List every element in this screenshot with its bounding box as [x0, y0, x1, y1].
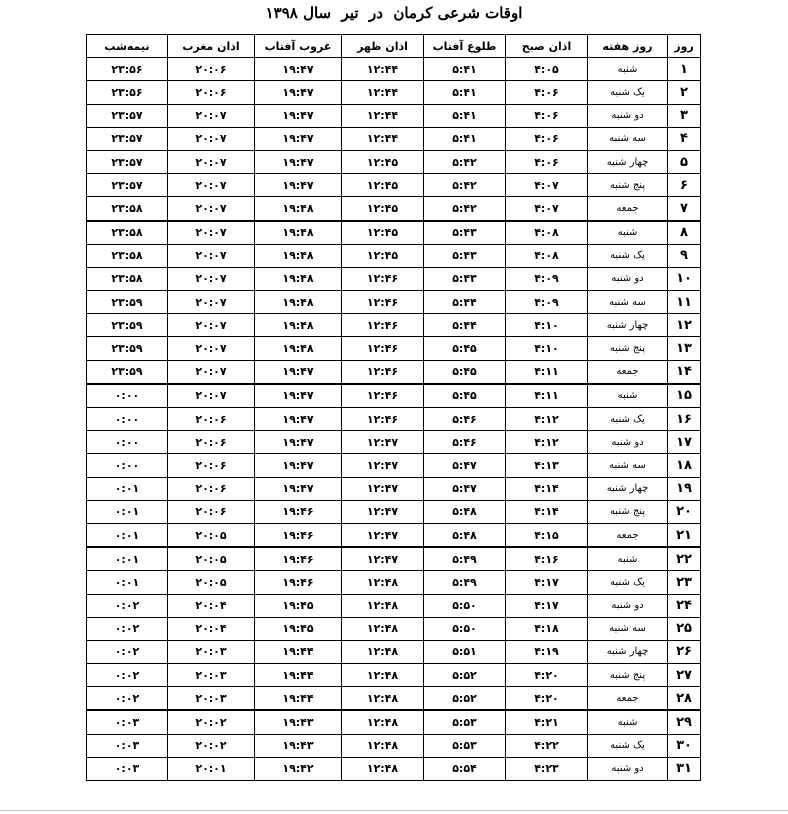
cell-maghrib: ۲۰:۰۶: [168, 58, 255, 81]
prayer-times-table: [86, 34, 701, 781]
cell-fajr: ۴:۰۶: [506, 150, 588, 173]
cell-midnight: ۰:۰۳: [87, 710, 168, 734]
cell-sunrise: ۵:۴۷: [424, 454, 506, 477]
cell-weekday: یک شنبه: [588, 571, 668, 594]
cell-day: ۲۳: [668, 571, 701, 594]
cell-dhuhr: ۱۲:۴۷: [342, 500, 424, 523]
cell-maghrib: ۲۰:۰۷: [168, 244, 255, 267]
cell-dhuhr: ۱۲:۴۶: [342, 267, 424, 290]
cell-fajr: ۴:۱۱: [506, 360, 588, 384]
cell-dhuhr: ۱۲:۴۸: [342, 571, 424, 594]
cell-maghrib: ۲۰:۰۶: [168, 81, 255, 104]
cell-sunset: ۱۹:۴۸: [255, 291, 342, 314]
cell-day: ۷: [668, 197, 701, 221]
cell-sunset: ۱۹:۴۷: [255, 81, 342, 104]
cell-day: ۱۱: [668, 291, 701, 314]
cell-dhuhr: ۱۲:۴۶: [342, 314, 424, 337]
header-midnight: نیمه‌شب: [87, 35, 168, 58]
cell-day: ۵: [668, 150, 701, 173]
table-row: [87, 384, 701, 408]
cell-sunset: ۱۹:۴۷: [255, 477, 342, 500]
cell-sunrise: ۵:۴۱: [424, 127, 506, 150]
cell-maghrib: ۲۰:۰۱: [168, 757, 255, 780]
cell-day: ۱۰: [668, 267, 701, 290]
cell-maghrib: ۲۰:۰۴: [168, 617, 255, 640]
cell-weekday: شنبه: [588, 58, 668, 81]
cell-midnight: ۰:۰۱: [87, 500, 168, 523]
cell-fajr: ۴:۱۰: [506, 314, 588, 337]
cell-sunset: ۱۹:۴۸: [255, 197, 342, 221]
cell-midnight: ۰:۰۰: [87, 408, 168, 431]
cell-midnight: ۲۳:۵۹: [87, 360, 168, 384]
cell-day: ۲۵: [668, 617, 701, 640]
cell-weekday: یک شنبه: [588, 244, 668, 267]
cell-fajr: ۴:۰۶: [506, 104, 588, 127]
cell-maghrib: ۲۰:۰۳: [168, 664, 255, 687]
cell-midnight: ۲۳:۵۶: [87, 58, 168, 81]
cell-weekday: چهار شنبه: [588, 314, 668, 337]
cell-sunrise: ۵:۵۳: [424, 734, 506, 757]
cell-dhuhr: ۱۲:۴۸: [342, 664, 424, 687]
cell-weekday: جمعه: [588, 687, 668, 711]
cell-maghrib: ۲۰:۰۲: [168, 734, 255, 757]
cell-sunset: ۱۹:۴۸: [255, 244, 342, 267]
cell-sunset: ۱۹:۴۷: [255, 431, 342, 454]
cell-dhuhr: ۱۲:۴۷: [342, 431, 424, 454]
cell-dhuhr: ۱۲:۴۵: [342, 197, 424, 221]
header-day: روز: [668, 35, 701, 58]
cell-sunrise: ۵:۵۱: [424, 640, 506, 663]
cell-fajr: ۴:۱۳: [506, 454, 588, 477]
cell-weekday: شنبه: [588, 384, 668, 408]
cell-maghrib: ۲۰:۰۴: [168, 594, 255, 617]
cell-sunset: ۱۹:۴۷: [255, 104, 342, 127]
cell-midnight: ۲۳:۵۹: [87, 291, 168, 314]
cell-fajr: ۴:۱۸: [506, 617, 588, 640]
cell-dhuhr: ۱۲:۴۸: [342, 640, 424, 663]
cell-sunset: ۱۹:۴۵: [255, 617, 342, 640]
cell-midnight: ۲۳:۵۹: [87, 314, 168, 337]
cell-day: ۲۲: [668, 547, 701, 571]
table-row: [87, 477, 701, 500]
cell-sunset: ۱۹:۴۸: [255, 314, 342, 337]
cell-sunset: ۱۹:۴۶: [255, 547, 342, 571]
cell-midnight: ۰:۰۰: [87, 454, 168, 477]
cell-sunrise: ۵:۴۶: [424, 408, 506, 431]
cell-dhuhr: ۱۲:۴۷: [342, 547, 424, 571]
cell-sunset: ۱۹:۴۷: [255, 408, 342, 431]
cell-dhuhr: ۱۲:۴۴: [342, 58, 424, 81]
header-sunset: غروب آفتاب: [255, 35, 342, 58]
cell-dhuhr: ۱۲:۴۷: [342, 454, 424, 477]
cell-weekday: یک شنبه: [588, 408, 668, 431]
cell-dhuhr: ۱۲:۴۸: [342, 710, 424, 734]
table-row: [87, 523, 701, 547]
cell-dhuhr: ۱۲:۴۷: [342, 477, 424, 500]
cell-weekday: سه شنبه: [588, 617, 668, 640]
cell-sunrise: ۵:۴۸: [424, 523, 506, 547]
cell-midnight: ۰:۰۱: [87, 571, 168, 594]
cell-dhuhr: ۱۲:۴۵: [342, 174, 424, 197]
cell-weekday: پنج شنبه: [588, 337, 668, 360]
cell-sunrise: ۵:۴۳: [424, 221, 506, 245]
cell-day: ۱۴: [668, 360, 701, 384]
cell-day: ۱۷: [668, 431, 701, 454]
cell-weekday: دو شنبه: [588, 757, 668, 780]
cell-midnight: ۲۳:۵۸: [87, 244, 168, 267]
cell-midnight: ۰:۰۰: [87, 384, 168, 408]
cell-dhuhr: ۱۲:۴۵: [342, 150, 424, 173]
cell-dhuhr: ۱۲:۴۶: [342, 408, 424, 431]
cell-sunrise: ۵:۴۲: [424, 174, 506, 197]
cell-fajr: ۴:۱۹: [506, 640, 588, 663]
cell-sunrise: ۵:۵۳: [424, 710, 506, 734]
cell-sunset: ۱۹:۴۷: [255, 127, 342, 150]
table-row: [87, 291, 701, 314]
cell-maghrib: ۲۰:۰۲: [168, 710, 255, 734]
cell-fajr: ۴:۰۷: [506, 174, 588, 197]
cell-fajr: ۴:۰۸: [506, 221, 588, 245]
cell-sunset: ۱۹:۴۴: [255, 640, 342, 663]
cell-midnight: ۲۳:۵۷: [87, 174, 168, 197]
cell-weekday: دو شنبه: [588, 267, 668, 290]
cell-sunset: ۱۹:۴۸: [255, 267, 342, 290]
cell-fajr: ۴:۰۶: [506, 81, 588, 104]
cell-sunrise: ۵:۵۴: [424, 757, 506, 780]
cell-midnight: ۰:۰۲: [87, 687, 168, 711]
cell-maghrib: ۲۰:۰۷: [168, 174, 255, 197]
cell-midnight: ۰:۰۱: [87, 477, 168, 500]
cell-midnight: ۲۳:۵۷: [87, 127, 168, 150]
cell-maghrib: ۲۰:۰۷: [168, 197, 255, 221]
page-bottom-divider: [0, 810, 788, 811]
cell-sunrise: ۵:۴۹: [424, 547, 506, 571]
cell-day: ۴: [668, 127, 701, 150]
cell-sunset: ۱۹:۴۴: [255, 664, 342, 687]
cell-sunrise: ۵:۴۲: [424, 150, 506, 173]
cell-sunrise: ۵:۴۱: [424, 58, 506, 81]
table-row: [87, 104, 701, 127]
table-row: [87, 337, 701, 360]
cell-dhuhr: ۱۲:۴۷: [342, 523, 424, 547]
cell-sunrise: ۵:۴۹: [424, 571, 506, 594]
header-fajr: اذان صبح: [506, 35, 588, 58]
table-row: [87, 500, 701, 523]
cell-day: ۳۰: [668, 734, 701, 757]
cell-weekday: سه شنبه: [588, 127, 668, 150]
cell-maghrib: ۲۰:۰۷: [168, 127, 255, 150]
cell-day: ۲۸: [668, 687, 701, 711]
cell-fajr: ۴:۱۵: [506, 523, 588, 547]
table-row: [87, 244, 701, 267]
cell-sunset: ۱۹:۴۶: [255, 500, 342, 523]
cell-maghrib: ۲۰:۰۷: [168, 150, 255, 173]
cell-day: ۱: [668, 58, 701, 81]
cell-sunset: ۱۹:۴۵: [255, 594, 342, 617]
table-row: [87, 734, 701, 757]
table-row: [87, 360, 701, 384]
cell-midnight: ۰:۰۳: [87, 734, 168, 757]
cell-sunrise: ۵:۴۳: [424, 267, 506, 290]
cell-midnight: ۲۳:۵۷: [87, 150, 168, 173]
cell-day: ۱۵: [668, 384, 701, 408]
cell-day: ۹: [668, 244, 701, 267]
header-maghrib: اذان مغرب: [168, 35, 255, 58]
table-row: [87, 58, 701, 81]
cell-maghrib: ۲۰:۰۶: [168, 477, 255, 500]
cell-fajr: ۴:۰۷: [506, 197, 588, 221]
cell-weekday: سه شنبه: [588, 291, 668, 314]
cell-sunset: ۱۹:۴۷: [255, 384, 342, 408]
cell-sunset: ۱۹:۴۴: [255, 687, 342, 711]
cell-fajr: ۴:۱۷: [506, 571, 588, 594]
cell-midnight: ۰:۰۳: [87, 757, 168, 780]
cell-dhuhr: ۱۲:۴۶: [342, 337, 424, 360]
cell-sunrise: ۵:۵۰: [424, 594, 506, 617]
cell-fajr: ۴:۰۸: [506, 244, 588, 267]
cell-sunrise: ۵:۴۱: [424, 81, 506, 104]
cell-day: ۱۶: [668, 408, 701, 431]
cell-dhuhr: ۱۲:۴۵: [342, 221, 424, 245]
cell-maghrib: ۲۰:۰۵: [168, 523, 255, 547]
cell-maghrib: ۲۰:۰۷: [168, 360, 255, 384]
cell-fajr: ۴:۲۱: [506, 710, 588, 734]
cell-dhuhr: ۱۲:۴۸: [342, 594, 424, 617]
cell-dhuhr: ۱۲:۴۸: [342, 734, 424, 757]
cell-weekday: چهار شنبه: [588, 150, 668, 173]
cell-sunset: ۱۹:۴۳: [255, 710, 342, 734]
cell-midnight: ۲۳:۵۸: [87, 221, 168, 245]
cell-sunset: ۱۹:۴۷: [255, 58, 342, 81]
cell-day: ۳۱: [668, 757, 701, 780]
table-row: [87, 267, 701, 290]
cell-weekday: یک شنبه: [588, 734, 668, 757]
table-row: [87, 594, 701, 617]
cell-day: ۲۶: [668, 640, 701, 663]
cell-day: ۱۸: [668, 454, 701, 477]
cell-sunrise: ۵:۴۴: [424, 314, 506, 337]
cell-weekday: پنج شنبه: [588, 664, 668, 687]
cell-day: ۱۳: [668, 337, 701, 360]
cell-maghrib: ۲۰:۰۶: [168, 431, 255, 454]
cell-sunrise: ۵:۴۴: [424, 291, 506, 314]
cell-day: ۳: [668, 104, 701, 127]
cell-weekday: چهار شنبه: [588, 640, 668, 663]
cell-sunrise: ۵:۵۲: [424, 687, 506, 711]
cell-fajr: ۴:۰۹: [506, 267, 588, 290]
cell-dhuhr: ۱۲:۴۸: [342, 757, 424, 780]
cell-day: ۲: [668, 81, 701, 104]
cell-sunset: ۱۹:۴۶: [255, 571, 342, 594]
cell-weekday: جمعه: [588, 197, 668, 221]
cell-day: ۲۹: [668, 710, 701, 734]
cell-maghrib: ۲۰:۰۷: [168, 221, 255, 245]
cell-maghrib: ۲۰:۰۷: [168, 337, 255, 360]
cell-day: ۸: [668, 221, 701, 245]
table-header-row: [87, 35, 701, 58]
cell-midnight: ۰:۰۱: [87, 523, 168, 547]
cell-midnight: ۲۳:۵۹: [87, 337, 168, 360]
cell-weekday: پنج شنبه: [588, 500, 668, 523]
cell-weekday: سه شنبه: [588, 454, 668, 477]
cell-midnight: ۰:۰۲: [87, 664, 168, 687]
cell-sunset: ۱۹:۴۳: [255, 734, 342, 757]
cell-midnight: ۰:۰۲: [87, 640, 168, 663]
table-row: [87, 640, 701, 663]
cell-sunset: ۱۹:۴۲: [255, 757, 342, 780]
table-row: [87, 221, 701, 245]
table-row: [87, 150, 701, 173]
cell-maghrib: ۲۰:۰۷: [168, 291, 255, 314]
cell-sunrise: ۵:۴۵: [424, 337, 506, 360]
cell-fajr: ۴:۱۷: [506, 594, 588, 617]
table-row: [87, 664, 701, 687]
cell-day: ۲۷: [668, 664, 701, 687]
cell-weekday: شنبه: [588, 221, 668, 245]
cell-midnight: ۰:۰۱: [87, 547, 168, 571]
cell-sunset: ۱۹:۴۷: [255, 150, 342, 173]
cell-dhuhr: ۱۲:۴۴: [342, 81, 424, 104]
cell-fajr: ۴:۱۰: [506, 337, 588, 360]
cell-sunrise: ۵:۴۲: [424, 197, 506, 221]
cell-dhuhr: ۱۲:۴۸: [342, 617, 424, 640]
cell-midnight: ۰:۰۲: [87, 594, 168, 617]
cell-sunset: ۱۹:۴۶: [255, 523, 342, 547]
cell-midnight: ۰:۰۲: [87, 617, 168, 640]
table-row: [87, 408, 701, 431]
cell-maghrib: ۲۰:۰۵: [168, 571, 255, 594]
cell-dhuhr: ۱۲:۴۴: [342, 104, 424, 127]
cell-sunset: ۱۹:۴۸: [255, 337, 342, 360]
cell-dhuhr: ۱۲:۴۴: [342, 127, 424, 150]
cell-sunset: ۱۹:۴۷: [255, 174, 342, 197]
cell-weekday: دو شنبه: [588, 104, 668, 127]
table-row: [87, 757, 701, 780]
cell-midnight: ۲۳:۵۶: [87, 81, 168, 104]
cell-dhuhr: ۱۲:۴۶: [342, 384, 424, 408]
cell-fajr: ۴:۰۹: [506, 291, 588, 314]
cell-maghrib: ۲۰:۰۶: [168, 408, 255, 431]
table-row: [87, 617, 701, 640]
cell-maghrib: ۲۰:۰۷: [168, 104, 255, 127]
cell-day: ۶: [668, 174, 701, 197]
cell-day: ۱۲: [668, 314, 701, 337]
cell-fajr: ۴:۱۶: [506, 547, 588, 571]
cell-day: ۲۴: [668, 594, 701, 617]
cell-midnight: ۲۳:۵۸: [87, 267, 168, 290]
table-row: [87, 571, 701, 594]
cell-maghrib: ۲۰:۰۶: [168, 500, 255, 523]
cell-fajr: ۴:۱۱: [506, 384, 588, 408]
table-row: [87, 710, 701, 734]
cell-fajr: ۴:۱۲: [506, 431, 588, 454]
cell-weekday: چهار شنبه: [588, 477, 668, 500]
cell-maghrib: ۲۰:۰۳: [168, 687, 255, 711]
cell-sunrise: ۵:۵۰: [424, 617, 506, 640]
cell-maghrib: ۲۰:۰۷: [168, 267, 255, 290]
cell-day: ۲۱: [668, 523, 701, 547]
table-row: [87, 454, 701, 477]
cell-maghrib: ۲۰:۰۷: [168, 314, 255, 337]
cell-weekday: یک شنبه: [588, 81, 668, 104]
cell-dhuhr: ۱۲:۴۶: [342, 360, 424, 384]
table-row: [87, 687, 701, 711]
header-dhuhr: اذان ظهر: [342, 35, 424, 58]
table-row: [87, 314, 701, 337]
cell-sunrise: ۵:۴۷: [424, 477, 506, 500]
cell-sunset: ۱۹:۴۷: [255, 454, 342, 477]
cell-sunrise: ۵:۴۱: [424, 104, 506, 127]
cell-weekday: پنج شنبه: [588, 174, 668, 197]
cell-sunset: ۱۹:۴۸: [255, 221, 342, 245]
cell-day: ۲۰: [668, 500, 701, 523]
cell-fajr: ۴:۲۰: [506, 687, 588, 711]
cell-maghrib: ۲۰:۰۷: [168, 384, 255, 408]
cell-maghrib: ۲۰:۰۵: [168, 547, 255, 571]
cell-sunrise: ۵:۴۸: [424, 500, 506, 523]
table-row: [87, 547, 701, 571]
table-row: [87, 431, 701, 454]
cell-weekday: دو شنبه: [588, 594, 668, 617]
cell-weekday: جمعه: [588, 523, 668, 547]
cell-sunrise: ۵:۴۵: [424, 360, 506, 384]
cell-maghrib: ۲۰:۰۶: [168, 454, 255, 477]
cell-fajr: ۴:۱۴: [506, 477, 588, 500]
cell-weekday: شنبه: [588, 710, 668, 734]
cell-dhuhr: ۱۲:۴۵: [342, 244, 424, 267]
cell-weekday: دو شنبه: [588, 431, 668, 454]
cell-fajr: ۴:۲۲: [506, 734, 588, 757]
cell-fajr: ۴:۲۳: [506, 757, 588, 780]
header-weekday: روز هفته: [588, 35, 668, 58]
cell-sunrise: ۵:۵۲: [424, 664, 506, 687]
table-body: [87, 58, 701, 781]
cell-weekday: جمعه: [588, 360, 668, 384]
table-row: [87, 197, 701, 221]
cell-dhuhr: ۱۲:۴۶: [342, 291, 424, 314]
page-title: اوقات شرعی کرمان در تیر سال ۱۳۹۸: [265, 4, 523, 22]
cell-midnight: ۲۳:۵۸: [87, 197, 168, 221]
cell-fajr: ۴:۲۰: [506, 664, 588, 687]
table-row: [87, 127, 701, 150]
cell-weekday: شنبه: [588, 547, 668, 571]
cell-day: ۱۹: [668, 477, 701, 500]
cell-sunrise: ۵:۴۵: [424, 384, 506, 408]
cell-fajr: ۴:۱۴: [506, 500, 588, 523]
cell-sunrise: ۵:۴۳: [424, 244, 506, 267]
cell-sunset: ۱۹:۴۷: [255, 360, 342, 384]
cell-fajr: ۴:۱۲: [506, 408, 588, 431]
table-row: [87, 81, 701, 104]
cell-midnight: ۲۳:۵۷: [87, 104, 168, 127]
table-row: [87, 174, 701, 197]
cell-maghrib: ۲۰:۰۳: [168, 640, 255, 663]
cell-fajr: ۴:۰۶: [506, 127, 588, 150]
header-sunrise: طلوع آفتاب: [424, 35, 506, 58]
cell-midnight: ۰:۰۰: [87, 431, 168, 454]
cell-dhuhr: ۱۲:۴۸: [342, 687, 424, 711]
cell-fajr: ۴:۰۵: [506, 58, 588, 81]
cell-sunrise: ۵:۴۶: [424, 431, 506, 454]
